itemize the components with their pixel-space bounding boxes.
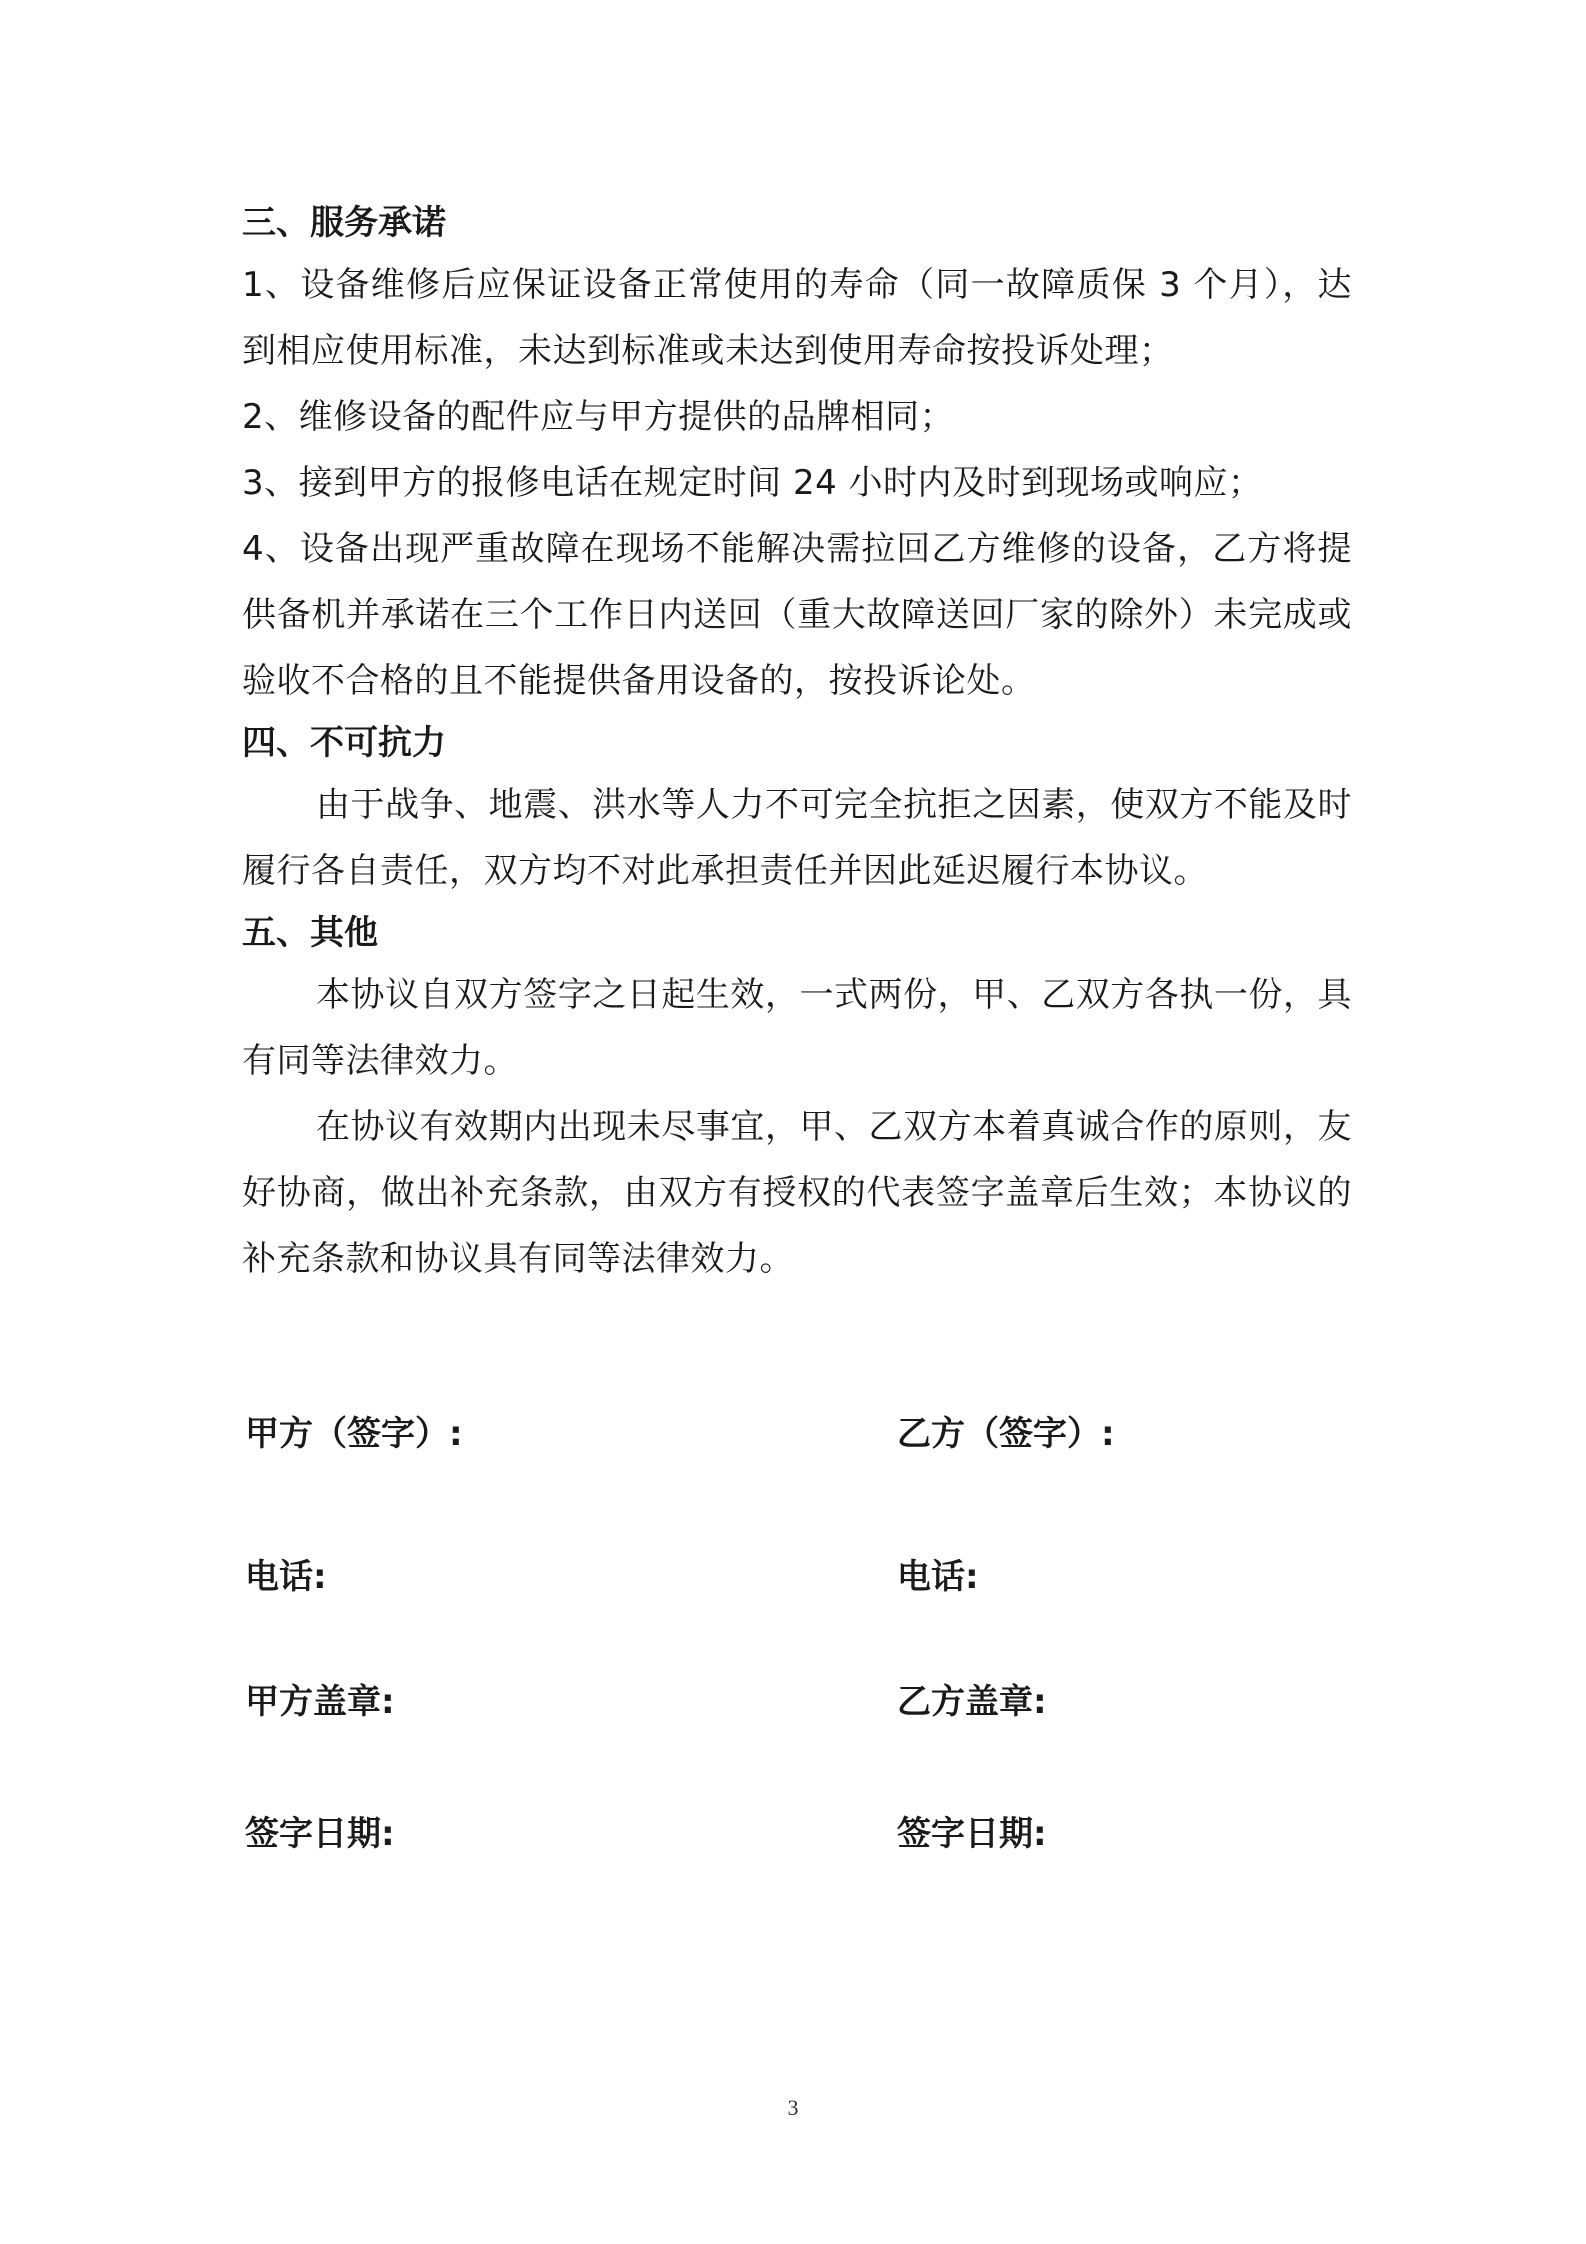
service-item-4: 4、设备出现严重故障在现场不能解决需拉回乙方维修的设备，乙方将提供备机并承诺在三个工作日内送回（重大故障送回厂家的除外）未完成或验收不合格的且不能提供备用设备的，按投诉论处。 bbox=[242, 529, 1352, 701]
party-b-date-label: 签字日期: bbox=[897, 1814, 1047, 1854]
party-b-seal-label: 乙方盖章: bbox=[897, 1682, 1047, 1722]
document-body bbox=[242, 198, 1352, 1292]
other-paragraph-2: 在协议有效期内出现未尽事宜，甲、乙双方本着真诚合作的原则，友好协商，做出补充条款，由双方有授权的代表签字盖章后生效；本协议的补充条款和协议具有同等法律效力。 bbox=[242, 1107, 1352, 1279]
page-number: 3 bbox=[787, 2095, 799, 2120]
service-item-1: 1、设备维修后应保证设备正常使用的寿命（同一故障质保 3 个月），达到相应使用标准，未达到标准或未达到使用寿命按投诉处理； bbox=[242, 265, 1352, 371]
party-a-seal-label: 甲方盖章: bbox=[245, 1682, 395, 1722]
section-heading-other: 五、其他 bbox=[242, 913, 378, 953]
force-majeure-text: 由于战争、地震、洪水等人力不可完全抗拒之因素，使双方不能及时履行各自责任，双方均不对此承担责任并因此延迟履行本协议。 bbox=[242, 785, 1352, 891]
party-a-sign-label: 甲方（签字）: bbox=[245, 1414, 463, 1454]
service-item-3: 3、接到甲方的报修电话在规定时间 24 小时内及时到现场或响应； bbox=[242, 463, 1263, 503]
other-paragraph-1: 本协议自双方签字之日起生效，一式两份，甲、乙双方各执一份，具有同等法律效力。 bbox=[242, 975, 1352, 1081]
party-a-phone-label: 电话: bbox=[245, 1557, 327, 1597]
party-a-date-label: 签字日期: bbox=[245, 1814, 395, 1854]
party-b-sign-label: 乙方（签字）: bbox=[897, 1414, 1115, 1454]
section-heading-service: 三、服务承诺 bbox=[242, 203, 446, 243]
party-b-phone-label: 电话: bbox=[897, 1557, 979, 1597]
section-heading-force-majeure: 四、不可抗力 bbox=[242, 723, 446, 763]
service-item-2: 2、维修设备的配件应与甲方提供的品牌相同； bbox=[242, 397, 955, 437]
